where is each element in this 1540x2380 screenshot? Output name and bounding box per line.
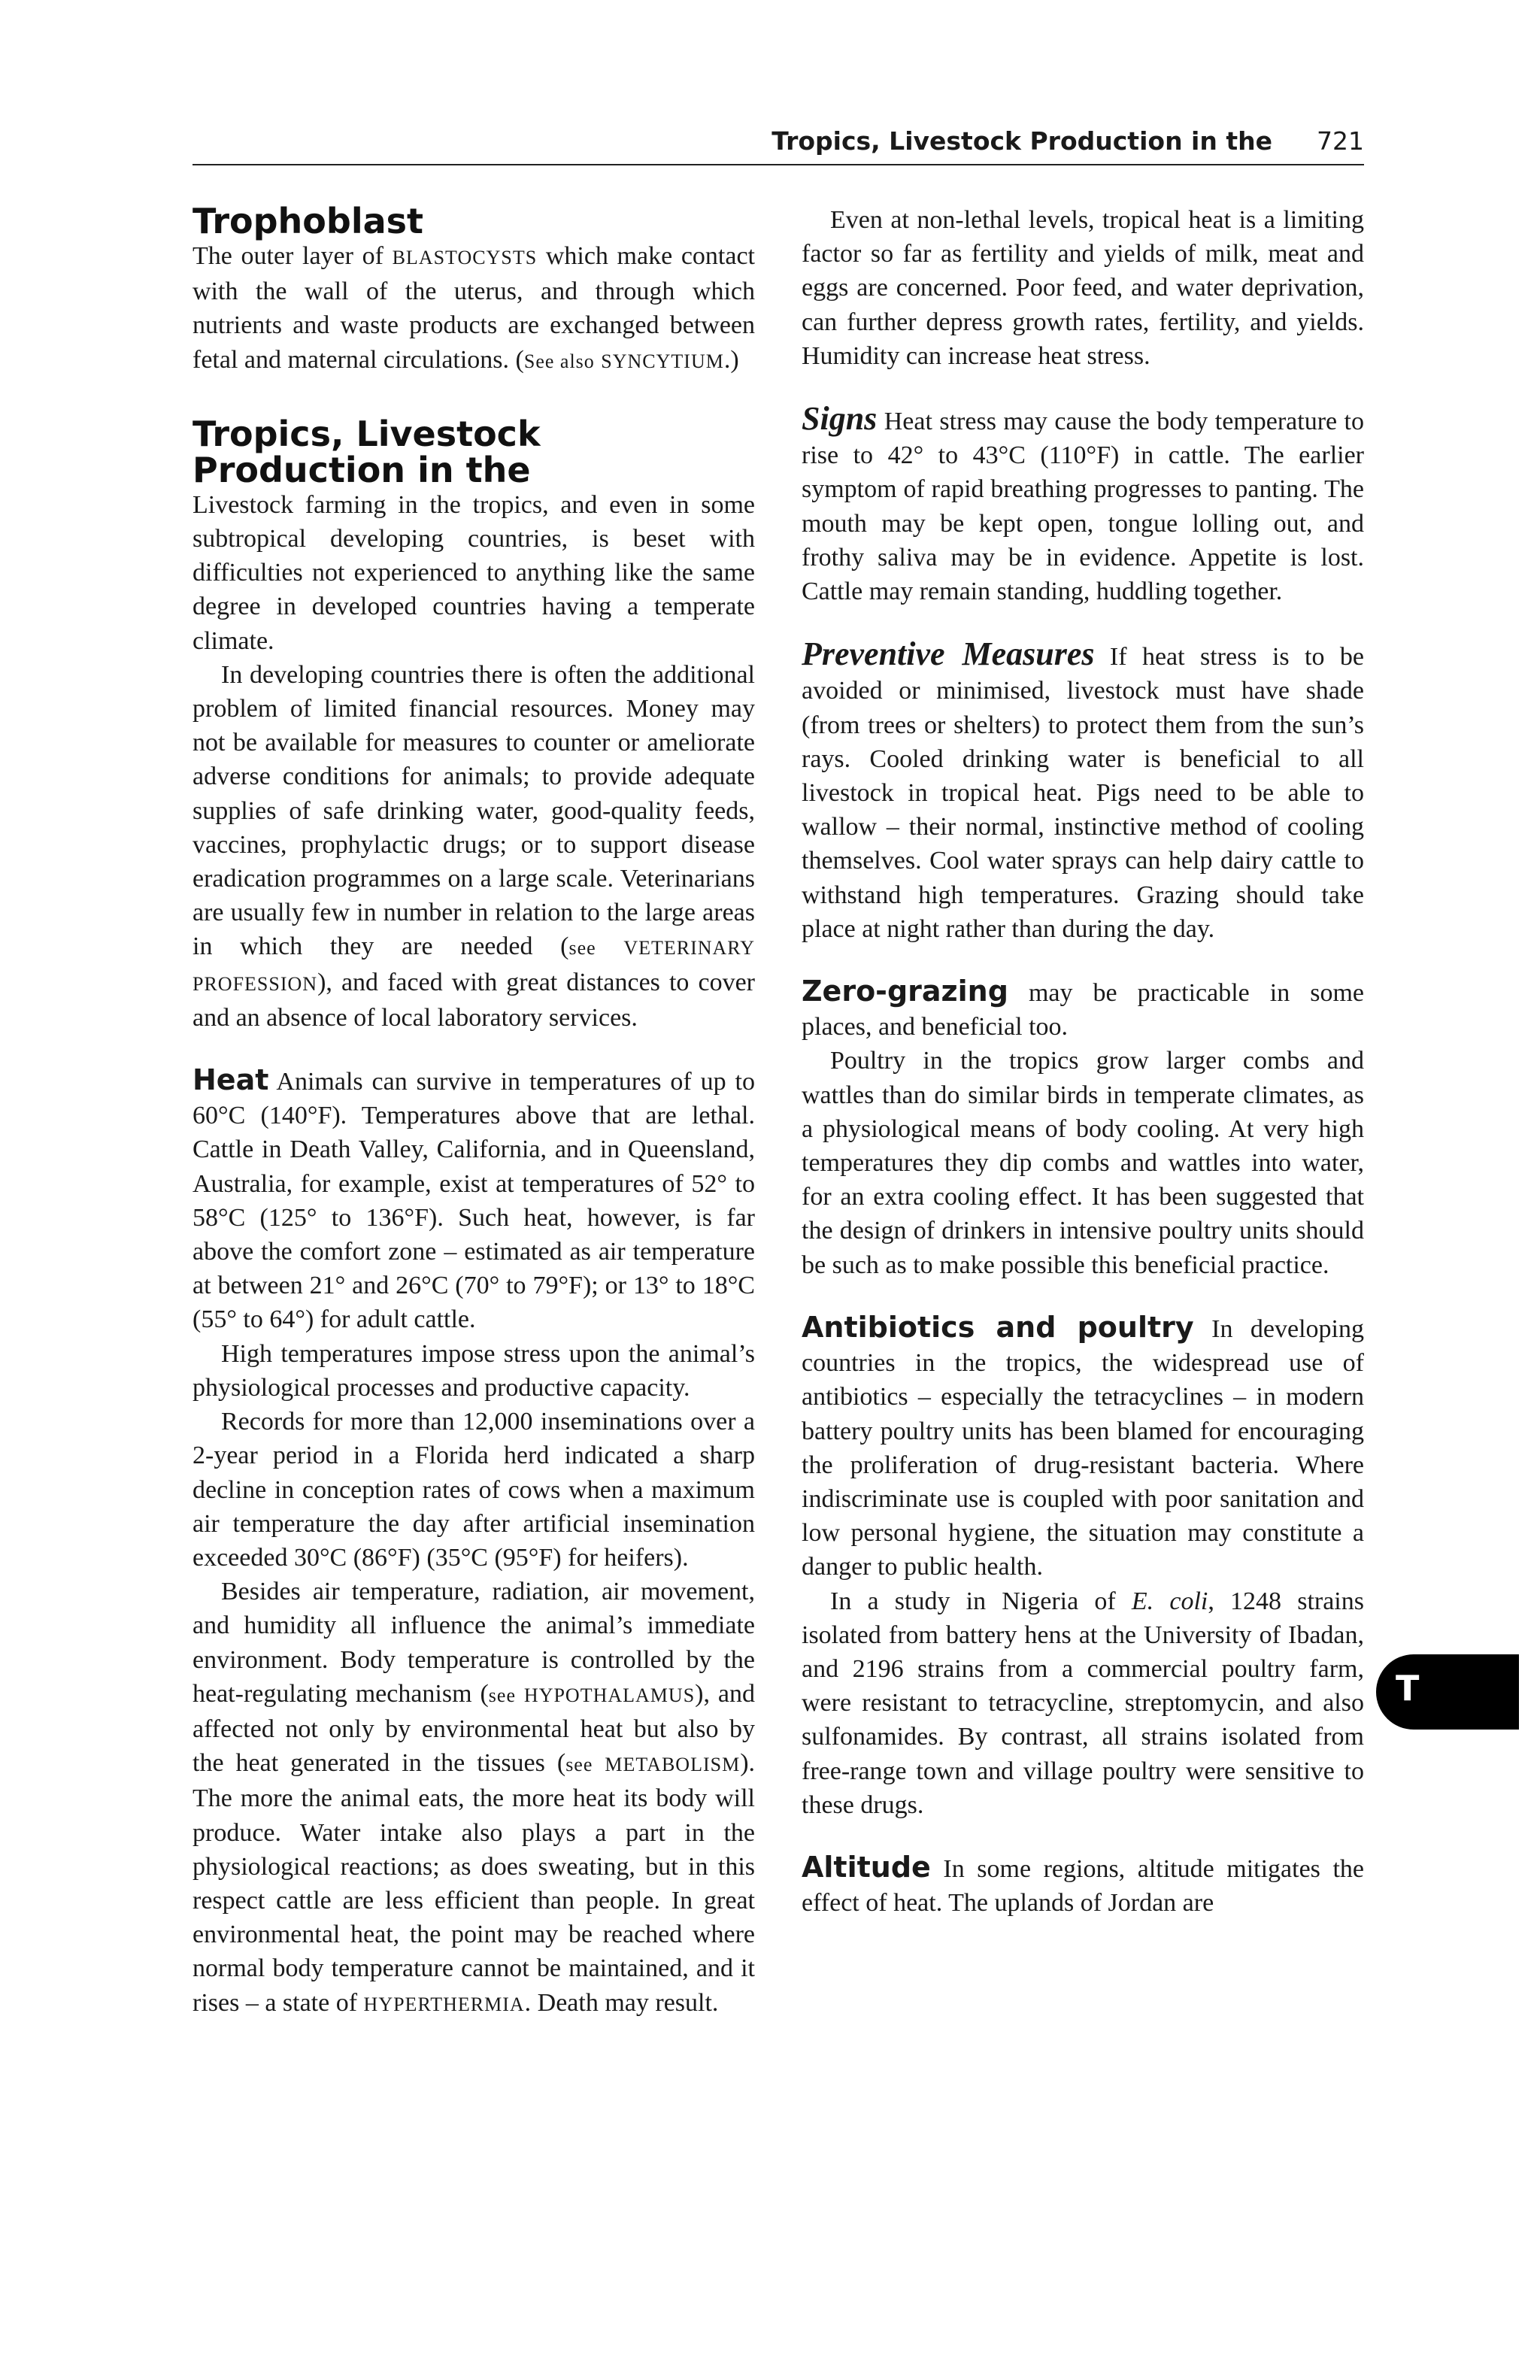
left-column [192, 203, 755, 2021]
paragraph [802, 1584, 1364, 1822]
text-run: . Death may result. [524, 1988, 719, 2017]
see-label: see [568, 937, 596, 960]
text-run: may be practicable in some places, and beneficial too. [802, 979, 1364, 1041]
paragraph [802, 402, 1364, 608]
cross-reference: HYPOTHALAMUS [523, 1684, 696, 1706]
cross-reference: METABOLISM [605, 1754, 741, 1776]
paragraph: Poultry in the tropics grow larger combs and wattles than do similar birds in temperate climates, as a physiological means of body cooling. At very high temperatures they dip combs and wattles into water, for an extra cooling effect. It has been suggested that the design of drinkers in intensive poultry units should be such as to make possible this beneficial practice. [802, 1047, 1364, 1279]
run-in-heading-antibiotics: Antibiotics and poultry [802, 1310, 1194, 1344]
text-run: In a study in Nigeria of [830, 1587, 1132, 1615]
see-label: see [565, 1754, 593, 1776]
run-in-heading-zero-grazing: Zero-grazing [802, 975, 1008, 1008]
paragraph: Livestock farming in the tropics, and even in some subtropical developing countries, is beset with difficulties not experienced to anything like the same degree in developed countries having a temperate climate. [192, 490, 755, 655]
paragraph [192, 1063, 755, 1337]
paragraph: Even at non-lethal levels, tropical heat is a limiting factor so far as fertility and yields of milk, meat and eggs are concerned. Poor feed, and water deprivation, can further depress growth rates, fertility, and yields. Humidity can increase heat stress. [802, 206, 1364, 370]
running-head-title: Tropics, Livestock Production in the [772, 126, 1272, 156]
text-run: Heat stress may cause the body temperature to rise to 42° to 43°C (110°F) in cattle. The earlier symptom of rapid breathing progresses to panting. The mouth may be kept open, tongue lolling out, and frothy saliva may be in evidence. Appetite is lost. Cattle may remain standing, huddling together. [802, 408, 1364, 606]
see-also-label: See also [523, 350, 595, 372]
text-run: , 1248 strains isolated from battery hens at the University of Ibadan, and 2196 strains from a commercial poultry farm, were resistant to tetracycline, streptomycin, and also sulfonamides. By contrast, all strains isolated from free-range town and village poultry were sensitive to these drugs. [802, 1587, 1364, 1819]
text-run: .) [723, 345, 739, 374]
run-in-heading-altitude: Altitude [802, 1850, 931, 1884]
text-run: which make contact with the wall of the uterus, and through which nutrients and waste products are exchanged between fetal and maternal circulations. ( [192, 242, 755, 374]
cross-reference: HYPERTHERMIA [363, 1993, 525, 2015]
see-label: see [488, 1684, 516, 1706]
paragraph [192, 658, 755, 1035]
entry-heading-trophoblast: Trophoblast [192, 201, 423, 241]
paragraph [802, 1311, 1364, 1584]
paragraph: High temperatures impose stress upon the animal’s physiological processes and productive capacity. [192, 1339, 755, 1402]
page-number: 721 [1317, 126, 1364, 156]
paragraph [802, 637, 1364, 946]
thumb-index-tab [1376, 1654, 1519, 1730]
right-column [802, 203, 1364, 1920]
text-run: Besides air temperature, radiation, air movement, and humidity all influence the animal’s immediate environment. Body temperature is controlled by the heat-regulating mechanism ( [192, 1578, 755, 1708]
text-run: The outer layer of [192, 242, 393, 270]
cross-reference: BLASTOCYSTS [392, 247, 538, 268]
paragraph [802, 1851, 1364, 1920]
text-run: ). The more the animal eats, the more heat its body will produce. Water intake also plays a part in the physiological reactions; as does sweating, but in this respect cattle are less efficient than people. In great environmental heat, the point may be reached where normal body temperature cannot be maintained, and it rises – a state of [192, 1749, 756, 2017]
trophoblast-definition [192, 239, 755, 378]
run-in-heading-preventive: Preventive Measures [802, 635, 1095, 673]
thumb-index-letter: T [1396, 1668, 1420, 1708]
paragraph [802, 975, 1364, 1044]
cross-reference: VETERINARY PROFESSION [192, 937, 755, 995]
text-run: ), and faced with great distances to cover and an absence of local laboratory services. [192, 968, 755, 1032]
running-head [192, 126, 1364, 165]
run-in-heading-heat: Heat [192, 1063, 269, 1097]
run-in-heading-signs: Signs [802, 400, 878, 438]
paragraph [192, 1575, 755, 2021]
text-run: If heat stress is to be avoided or minimised, livestock must have shade (from trees or shelters) to protect them from the sun’s rays. Cooled drinking water is beneficial to all livestock in tropical heat. Pigs need to be able to wallow – their normal, instinctive method of cooling themselves. Cool water sprays can help dairy cattle to withstand high temperatures. Grazing should take place at night rather than during the day. [802, 643, 1364, 943]
text-run: In developing countries in the tropics, the widespread use of antibiotics – especially the tetracyclines – in modern battery poultry units has been blamed for encouraging the proliferation of drug-resistant bacteria. Where indiscriminate use is coupled with poor sanitation and low personal hygiene, the situation may constitute a danger to public health. [802, 1314, 1364, 1581]
entry-heading-tropics: Tropics, Livestock Production in the [192, 413, 541, 490]
text-run: In some regions, altitude mitigates the effect of heat. The uplands of Jordan are [802, 1854, 1364, 1918]
text-run: In developing countries there is often the additional problem of limited financial resources. Money may not be available for measures to counter or ameliorate adverse conditions for animals; to provide adequate supplies of safe drinking water, good-quality feeds, vaccines, prophylactic drugs; or to support disease eradication programmes on a large scale. Veterinarians are usually few in number in relation to the large areas in which they are needed ( [192, 660, 755, 961]
text-run: ), and affected not only by environmental heat but also by the heat generated in the tissues ( [192, 1679, 755, 1778]
text-run: Animals can survive in temperatures of up to 60°C (140°F). Temperatures above that are lethal. Cattle in Death Valley, California, and in Queensland, Australia, for example, exist at temperatures of 52° to 58°C (125° to 136°F). Such heat, however, is far above the comfort zone – estimated as air temperature at between 21° and 26°C (70° to 79°F); or 13° to 18°C (55° to 64°) for adult cattle. [192, 1068, 755, 1334]
cross-reference: SYNCYTIUM [601, 350, 724, 372]
paragraph: Records for more than 12,000 inseminations over a 2-year period in a Florida herd indicated a sharp decline in conception rates of cows when a maximum air temperature the day after artificial insemination exceeded 30°C (86°F) (35°C (95°F) for heifers). [192, 1408, 755, 1572]
species-name: E. coli [1131, 1587, 1208, 1615]
